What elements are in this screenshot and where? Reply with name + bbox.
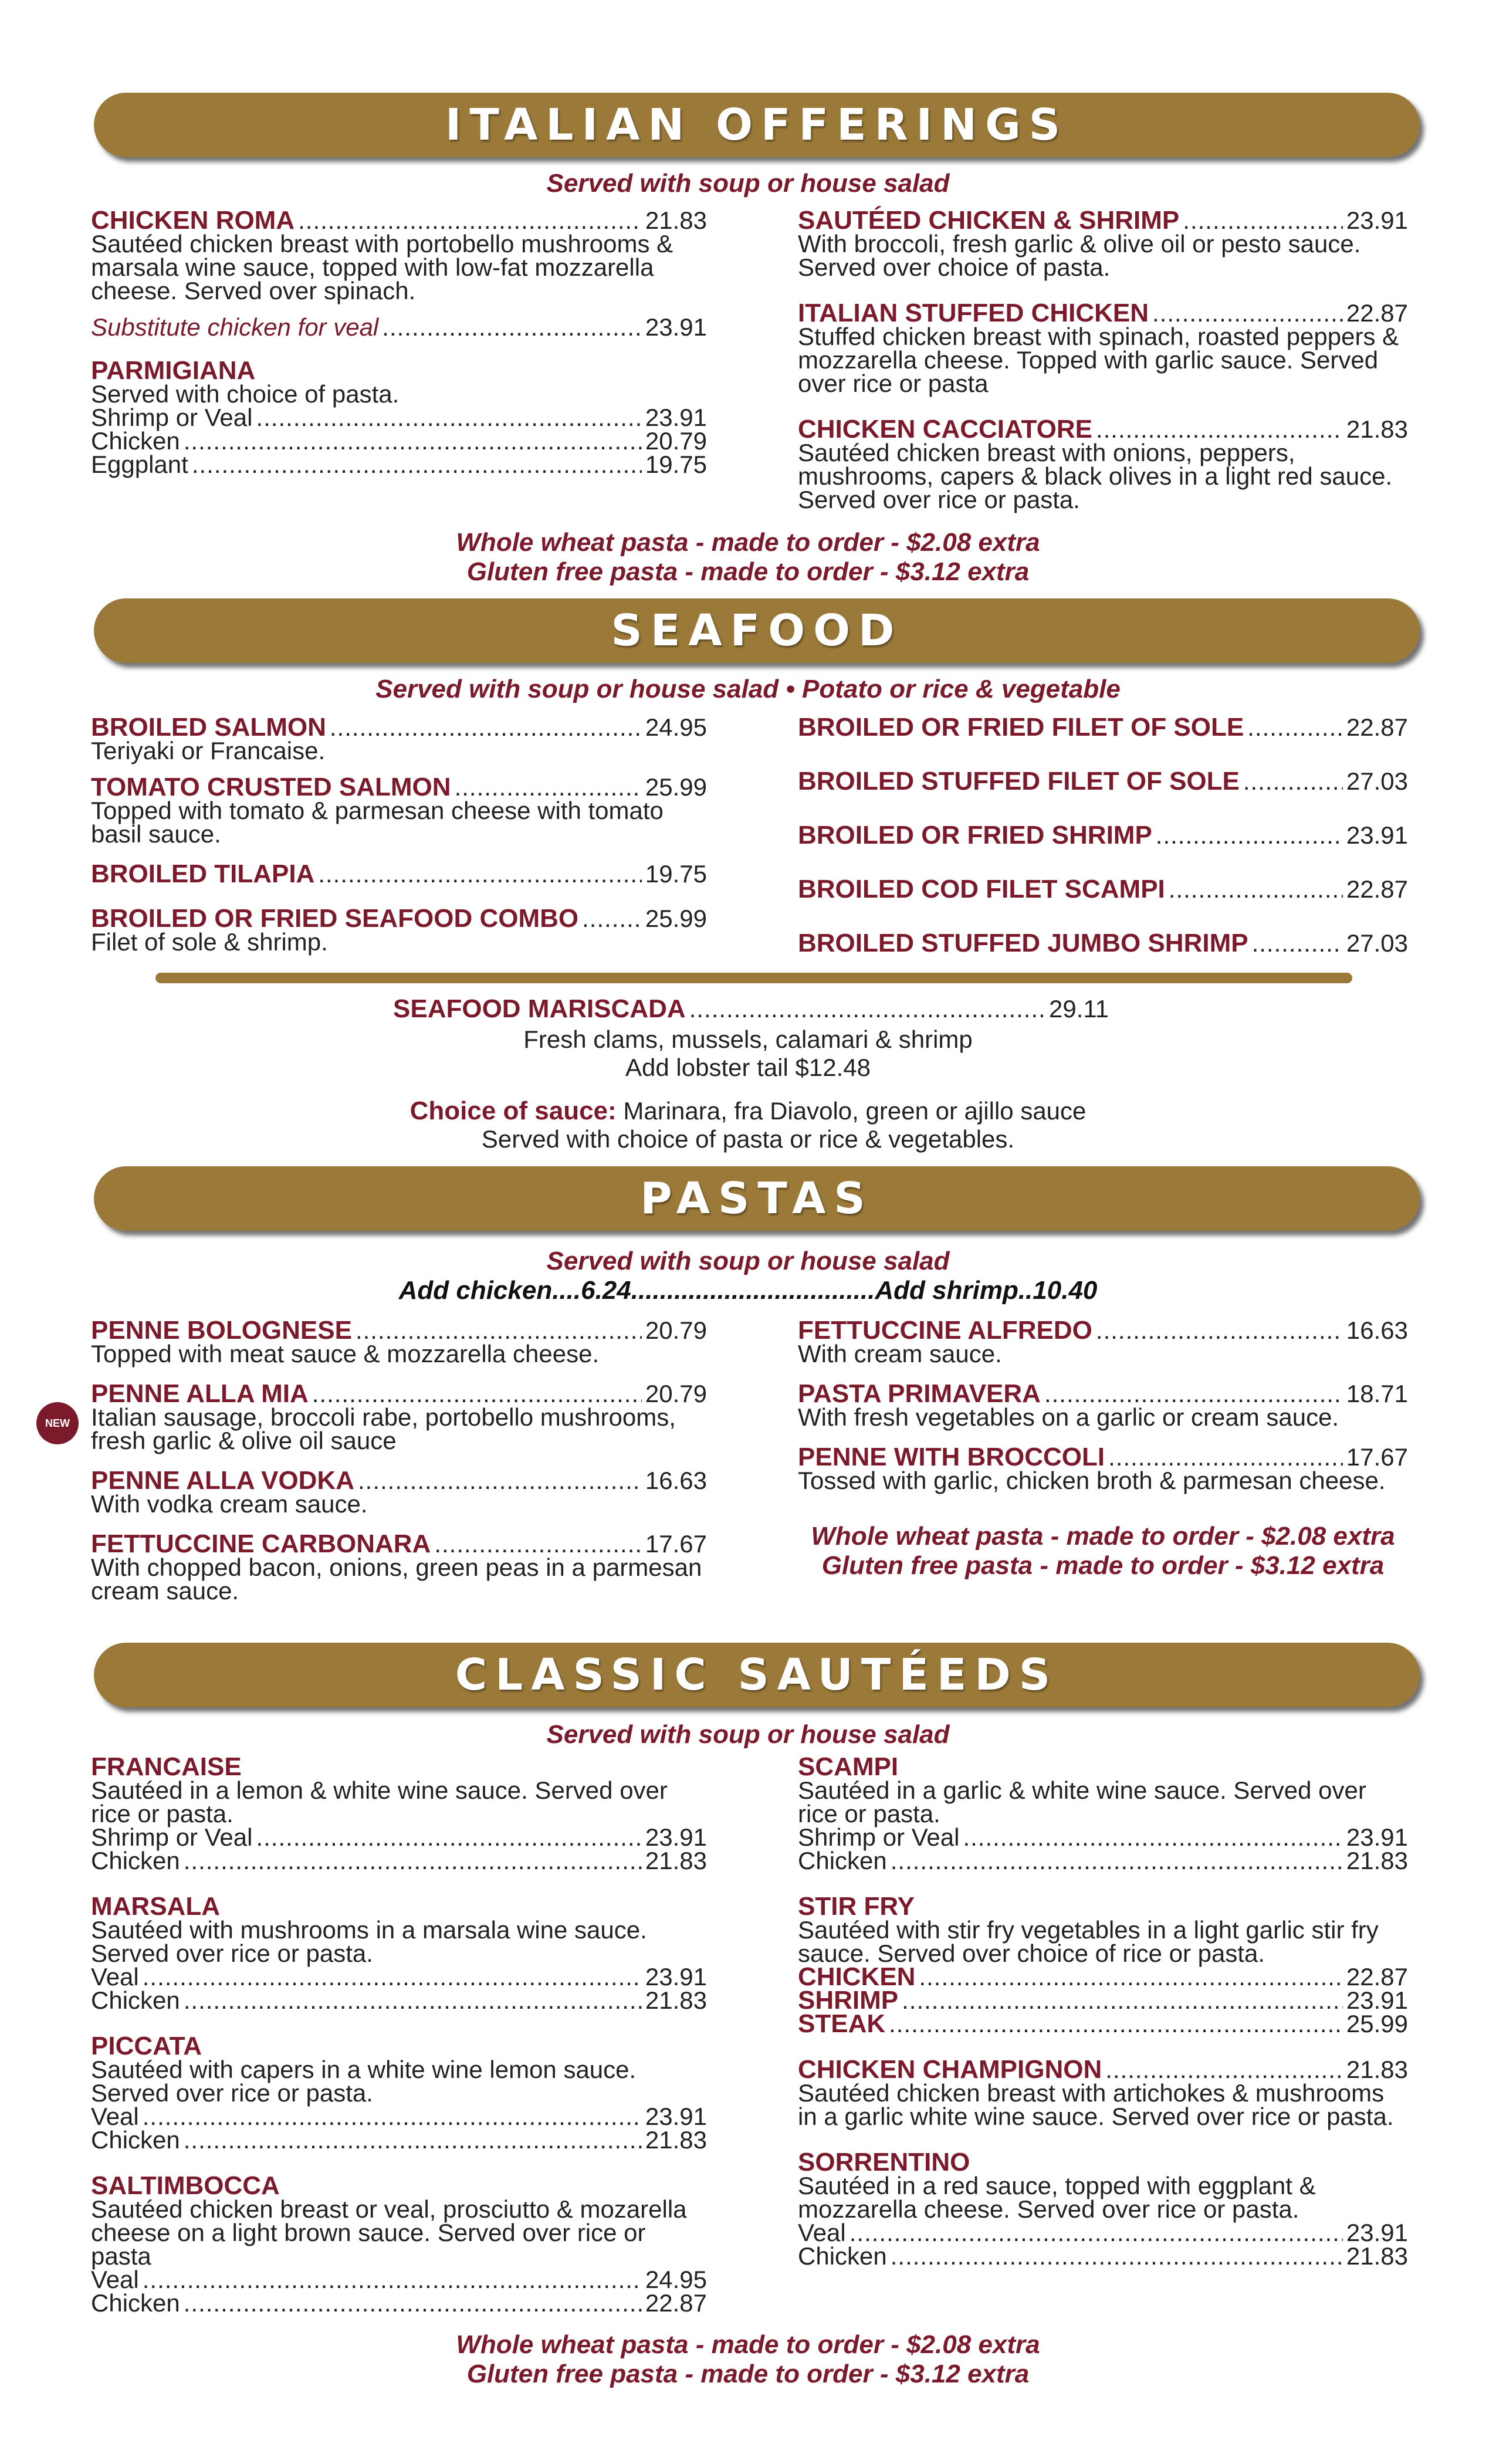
option-label: Veal (91, 2103, 139, 2130)
section-title: ITALIAN OFFERINGS (445, 100, 1069, 150)
menu-item (91, 859, 707, 888)
item-price: 29.11 (1049, 995, 1109, 1023)
gluten-free-note: Gluten free pasta - made to order - $3.12 extra (821, 1551, 1385, 1580)
menu-item (91, 1379, 707, 1454)
menu-item (798, 713, 1408, 770)
seafood-right-column (798, 713, 1408, 986)
item-price: 22.87 (1346, 713, 1408, 741)
new-badge: NEW (36, 1402, 79, 1444)
item-description: With fresh vegetables on a garlic or cream sauce. (798, 1403, 1339, 1431)
item-price: 21.83 (645, 207, 707, 234)
option-price: 23.91 (645, 1963, 707, 1991)
sauce-options: Marinara, fra Diavolo, green or ajillo sauce (616, 1097, 1087, 1125)
item-description: Sautéed in a garlic & white wine sauce. Served over rice or pasta. (798, 1776, 1366, 1827)
option-price: 21.83 (645, 1986, 707, 2014)
item-name: BROILED SALMON (91, 713, 326, 742)
option-price: 21.83 (1346, 1847, 1408, 1874)
menu-item (798, 1752, 1408, 1874)
option-price: 24.95 (645, 2266, 707, 2293)
item-name: FETTUCCINE CARBONARA (91, 1529, 431, 1558)
item-name: SCAMPI (798, 1752, 899, 1781)
item-description: With cream sauce. (798, 1340, 1002, 1368)
item-price: 21.83 (1346, 2056, 1408, 2083)
section-divider (155, 973, 1352, 983)
menu-item (798, 1892, 1408, 2038)
mariscada-line: Fresh clams, mussels, calamari & shrimp (523, 1025, 973, 1053)
pastas-banner (94, 1166, 1420, 1231)
item-name: SAUTÉED CHICKEN & SHRIMP (798, 206, 1180, 235)
item-name: PASTA PRIMAVERA (798, 1379, 1041, 1408)
italian-right-column (798, 206, 1408, 513)
menu-item (91, 2171, 707, 2317)
item-description: Sautéed chicken breast or veal, prosciutto & mozarella cheese on a light brown sauce. Served over rice or pasta (91, 2195, 687, 2270)
section-title: SEAFOOD (611, 605, 903, 656)
menu-item (91, 773, 707, 848)
seafood-mariscada (393, 994, 1109, 1023)
classic-sauteeds-banner (94, 1643, 1420, 1707)
item-price: 22.87 (1346, 875, 1408, 903)
option-price: 23.91 (645, 404, 707, 431)
menu-item (798, 415, 1408, 513)
menu-item (798, 299, 1408, 397)
sauce-served-with: Served with choice of pasta or rice & vegetables. (481, 1125, 1015, 1153)
menu-item (798, 2055, 1408, 2130)
item-description: Tossed with garlic, chicken broth & parmesan cheese. (798, 1467, 1386, 1494)
option-price: 23.91 (1346, 1986, 1408, 2014)
item-name: PICCATA (91, 2032, 202, 2060)
item-price: 19.75 (645, 860, 707, 888)
item-name: Substitute chicken for veal (91, 313, 379, 341)
whole-wheat-note: Whole wheat pasta - made to order - $2.08 extra (456, 2330, 1040, 2359)
item-price: 23.91 (645, 313, 707, 341)
item-name: BROILED STUFFED JUMBO SHRIMP (798, 929, 1248, 957)
item-price: 22.87 (1346, 299, 1408, 327)
option-price: 19.75 (645, 451, 707, 478)
item-description: With vodka cream sauce. (91, 1490, 368, 1518)
menu-item (798, 767, 1408, 824)
item-name: PENNE BOLOGNESE (91, 1316, 352, 1345)
sauce-choice (0, 1097, 1496, 1153)
menu-item (91, 206, 707, 304)
sauteeds-left-column (91, 1752, 707, 2317)
item-name: BROILED OR FRIED SHRIMP (798, 821, 1152, 849)
pastas-left-column (91, 1316, 707, 1605)
italian-offerings-banner (94, 93, 1420, 157)
item-name: PENNE WITH BROCCOLI (798, 1443, 1105, 1471)
menu-item (91, 1892, 707, 2014)
item-name: TOMATO CRUSTED SALMON (91, 773, 451, 801)
menu-item (798, 1379, 1408, 1431)
sauce-label: Choice of sauce: (409, 1096, 617, 1125)
item-price: 21.83 (1346, 415, 1408, 443)
item-name: CHICKEN ROMA (91, 206, 295, 235)
item-description: Sautéed chicken breast with artichokes & mushrooms in a garlic white wine sauce. Served over rice or pasta. (798, 2079, 1394, 2130)
item-price: 17.67 (1346, 1443, 1408, 1471)
item-price: 25.99 (645, 905, 707, 932)
item-description: Topped with meat sauce & mozzarella cheese. (91, 1340, 600, 1368)
item-name: FETTUCCINE ALFREDO (798, 1316, 1092, 1345)
section-title: PASTAS (640, 1173, 874, 1224)
lobster-addon: Add lobster tail $12.48 (625, 1054, 871, 1081)
seafood-banner (94, 598, 1420, 663)
menu-item (91, 356, 707, 478)
option-label: STEAK (798, 2009, 886, 2038)
option-label: Shrimp or Veal (91, 404, 253, 431)
option-label: Chicken (798, 1847, 887, 1874)
section-note: Served with soup or house salad • Potato or rice & vegetable (375, 675, 1121, 703)
item-name: BROILED TILAPIA (91, 859, 315, 888)
item-name: CHICKEN CHAMPIGNON (798, 2055, 1102, 2084)
item-price: 23.91 (1346, 821, 1408, 849)
mariscada-description (0, 1025, 1496, 1082)
item-description: Filet of sole & shrimp. (91, 928, 328, 956)
whole-wheat-note: Whole wheat pasta - made to order - $2.08 extra (456, 528, 1040, 557)
item-price: 27.03 (1346, 767, 1408, 795)
option-label: Chicken (91, 1847, 180, 1874)
option-price: 23.91 (645, 2103, 707, 2130)
item-name: ITALIAN STUFFED CHICKEN (798, 299, 1149, 327)
menu-item (91, 1529, 707, 1605)
option-price: 20.79 (645, 427, 707, 455)
seafood-left-column (91, 713, 707, 956)
sauteeds-right-column (798, 1752, 1408, 2270)
option-label: Veal (91, 1963, 139, 1991)
item-name: BROILED OR FRIED SEAFOOD COMBO (91, 904, 579, 933)
item-description: Stuffed chicken breast with spinach, roasted peppers & mozzarella cheese. Topped with garlic sauce. Served over rice or pasta (798, 323, 1399, 397)
option-price: 23.91 (645, 1823, 707, 1851)
option-price: 22.87 (645, 2289, 707, 2317)
section-note: Served with soup or house salad (546, 169, 950, 198)
item-description: Topped with tomato & parmesan cheese with tomato basil sauce. (91, 797, 664, 848)
option-label: Chicken (91, 2289, 180, 2317)
menu-item (798, 2148, 1408, 2270)
option-label: Veal (91, 2266, 139, 2293)
whole-wheat-note: Whole wheat pasta - made to order - $2.08 extra (811, 1522, 1395, 1551)
menu-item (798, 821, 1408, 878)
pasta-addons: Add chicken....6.24..................................Add shrimp..10.40 (398, 1276, 1098, 1305)
option-price: 25.99 (1346, 2010, 1408, 2037)
item-description: With chopped bacon, onions, green peas in a parmesan cream sauce. (91, 1553, 702, 1605)
gluten-free-note: Gluten free pasta - made to order - $3.12 extra (466, 557, 1030, 586)
pastas-footer (798, 1522, 1408, 1580)
item-price: 20.79 (645, 1316, 707, 1344)
item-description: Served with choice of pasta. (91, 380, 400, 408)
option-label: Eggplant (91, 451, 188, 478)
item-name: PARMIGIANA (91, 356, 256, 385)
option-label: Shrimp or Veal (91, 1823, 253, 1851)
option-label: Chicken (91, 427, 180, 455)
item-name: PENNE ALLA VODKA (91, 1466, 354, 1495)
pastas-right-column (798, 1316, 1408, 1580)
option-label: Veal (798, 2219, 846, 2246)
item-description: Italian sausage, broccoli rabe, portobello mushrooms, fresh garlic & olive oil sauce (91, 1403, 676, 1454)
menu-item (91, 2032, 707, 2154)
menu-item (91, 1466, 707, 1518)
menu-item (91, 313, 707, 341)
item-name: SEAFOOD MARISCADA (393, 994, 686, 1023)
item-price: 24.95 (645, 713, 707, 741)
item-name: PENNE ALLA MIA (91, 1379, 309, 1408)
menu-item (798, 1443, 1408, 1494)
item-name: SALTIMBOCCA (91, 2171, 280, 2200)
section-title: CLASSIC SAUTÉEDS (455, 1650, 1059, 1700)
item-price: 20.79 (645, 1380, 707, 1407)
option-label: Chicken (91, 2126, 180, 2154)
menu-item (798, 875, 1408, 932)
item-description: Sautéed with mushrooms in a marsala wine sauce. Served over rice or pasta. (91, 1916, 647, 1967)
item-name: SORRENTINO (798, 2148, 970, 2177)
menu-item (91, 904, 707, 956)
option-price: 23.91 (1346, 1823, 1408, 1851)
menu-item (91, 713, 707, 764)
item-price: 25.99 (645, 773, 707, 801)
item-name: BROILED OR FRIED FILET OF SOLE (798, 713, 1244, 742)
option-price: 21.83 (1346, 2242, 1408, 2270)
item-description: Sautéed with capers in a white wine lemon sauce. Served over rice or pasta. (91, 2056, 637, 2107)
item-description: Sautéed with stir fry vegetables in a light garlic stir fry sauce. Served over choice of rice or pasta. (798, 1916, 1379, 1967)
item-description: Sautéed chicken breast with onions, peppers, mushrooms, capers & black olives in a light red sauce. Served over rice or pasta. (798, 439, 1393, 513)
menu-item (798, 1316, 1408, 1368)
item-description: Sautéed in a red sauce, topped with eggplant & mozzarella cheese. Served over rice or pasta. (798, 2172, 1316, 2223)
item-description: Sautéed chicken breast with portobello mushrooms & marsala wine sauce, topped with low-fat mozzarella cheese. Served over spinach. (91, 230, 673, 304)
item-price: 16.63 (1346, 1316, 1408, 1344)
option-label: Chicken (91, 1986, 180, 2014)
item-name: BROILED COD FILET SCAMPI (798, 875, 1165, 903)
italian-left-column (91, 206, 707, 478)
item-name: CHICKEN CACCIATORE (798, 415, 1092, 444)
section-note: Served with soup or house salad (546, 1247, 950, 1275)
option-label: SHRIMP (798, 1986, 899, 2015)
item-price: 23.91 (1346, 207, 1408, 234)
menu-item (91, 1316, 707, 1368)
item-description: Sautéed in a lemon & white wine sauce. Served over rice or pasta. (91, 1776, 668, 1827)
option-label: CHICKEN (798, 1962, 916, 1991)
item-price: 27.03 (1346, 929, 1408, 957)
item-name: MARSALA (91, 1892, 220, 1921)
option-price: 21.83 (645, 2126, 707, 2154)
item-name: STIR FRY (798, 1892, 915, 1921)
menu-item (91, 1752, 707, 1874)
item-price: 18.71 (1346, 1380, 1408, 1407)
item-price: 16.63 (645, 1467, 707, 1494)
option-price: 23.91 (1346, 2219, 1408, 2246)
option-price: 21.83 (645, 1847, 707, 1874)
option-price: 22.87 (1346, 1963, 1408, 1991)
item-description: With broccoli, fresh garlic & olive oil or pesto sauce. Served over choice of pasta. (798, 230, 1361, 281)
option-label: Chicken (798, 2242, 887, 2270)
section-note: Served with soup or house salad (546, 1720, 950, 1749)
menu-item (798, 206, 1408, 281)
item-name: FRANCAISE (91, 1752, 242, 1781)
item-description: Teriyaki or Francaise. (91, 737, 326, 764)
item-name: BROILED STUFFED FILET OF SOLE (798, 767, 1240, 796)
item-price: 17.67 (645, 1530, 707, 1558)
gluten-free-note: Gluten free pasta - made to order - $3.12 extra (466, 2360, 1030, 2388)
option-label: Shrimp or Veal (798, 1823, 960, 1851)
